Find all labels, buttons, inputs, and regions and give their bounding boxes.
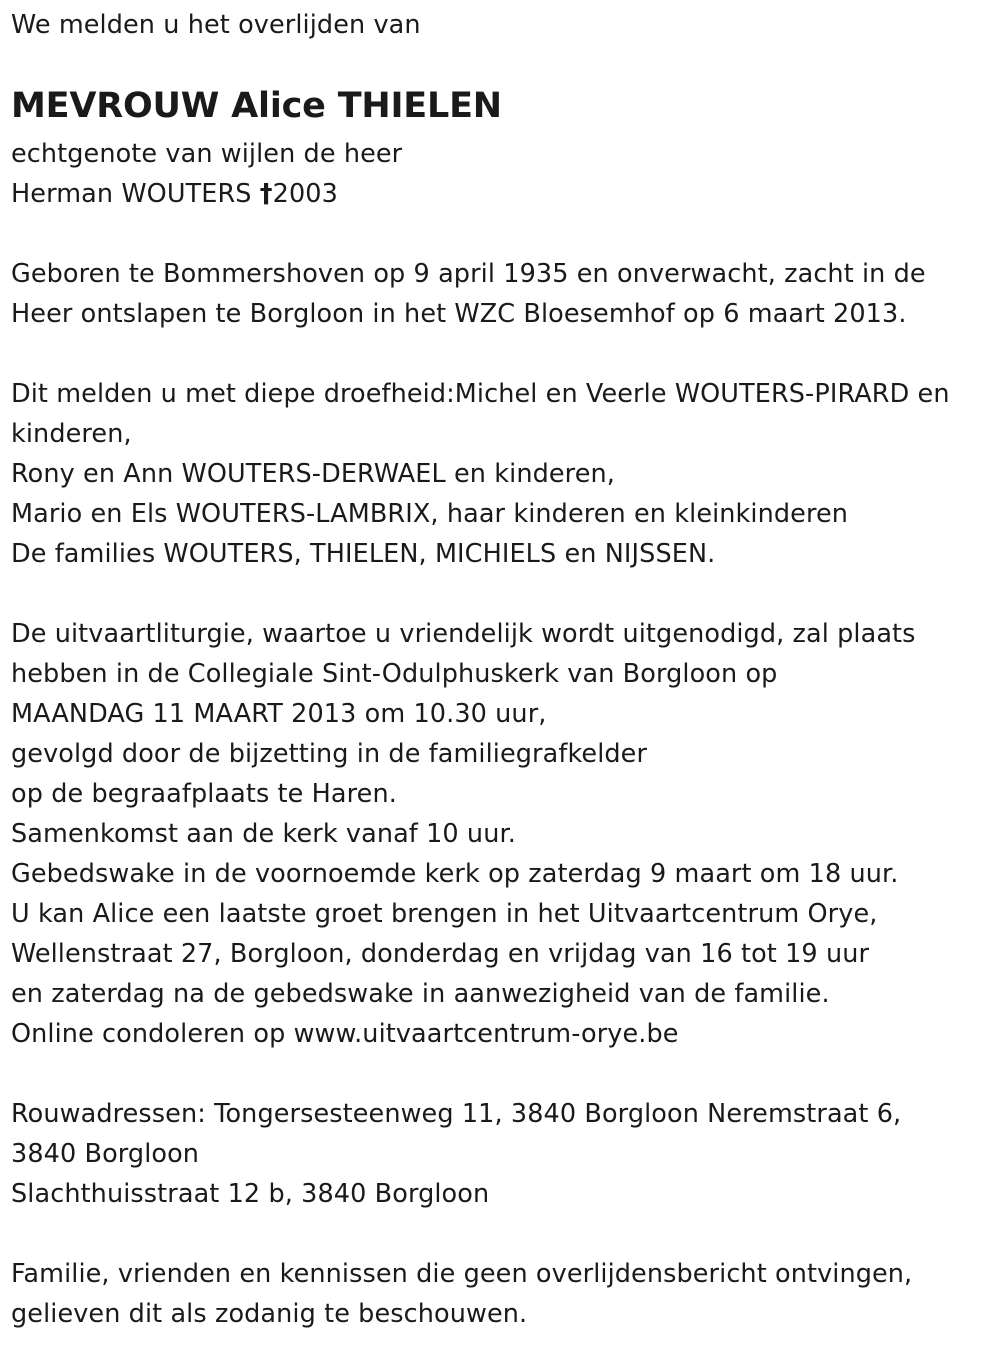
announcer-line: Mario en Els WOUTERS-LAMBRIX, haar kinderen en kleinkinderen xyxy=(11,499,849,529)
announcer-line: Rony en Ann WOUTERS-DERWAEL en kinderen, xyxy=(11,459,615,489)
spouse-death-year: 2003 xyxy=(272,179,338,209)
funeral-line: De uitvaartliturgie, waartoe u vriendelijk wordt uitgenodigd, zal plaats xyxy=(11,619,916,649)
birth-death-line: Heer ontslapen te Borgloon in het WZC Bloesemhof op 6 maart 2013. xyxy=(11,299,907,329)
funeral-line: MAANDAG 11 MAART 2013 om 10.30 uur, xyxy=(11,699,547,729)
announcer-line: kinderen, xyxy=(11,419,132,449)
funeral-line: U kan Alice een laatste groet brengen in het Uitvaartcentrum Orye, xyxy=(11,899,878,929)
funeral-line: op de begraafplaats te Haren. xyxy=(11,779,397,809)
funeral-line: Wellenstraat 27, Borgloon, donderdag en vrijdag van 16 tot 19 uur xyxy=(11,939,870,969)
birth-death-line: Geboren te Bommershoven op 9 april 1935 en onverwacht, zacht in de xyxy=(11,259,926,289)
closing-line: Familie, vrienden en kennissen die geen overlijdensbericht ontvingen, xyxy=(11,1259,913,1289)
address-line: 3840 Borgloon xyxy=(11,1139,200,1169)
announcer-line: Dit melden u met diepe droefheid:Michel en Veerle WOUTERS-PIRARD en xyxy=(11,379,950,409)
spouse-line: echtgenote van wijlen de heer xyxy=(11,139,403,169)
deceased-name: MEVROUW Alice THIELEN xyxy=(11,86,502,126)
funeral-line: Gebedswake in de voornoemde kerk op zaterdag 9 maart om 18 uur. xyxy=(11,859,899,889)
address-line: Rouwadressen: Tongersesteenweg 11, 3840 Borgloon Neremstraat 6, xyxy=(11,1099,902,1129)
cross-icon: † xyxy=(259,179,273,209)
spouse-name: Herman WOUTERS xyxy=(11,179,260,209)
funeral-line: Samenkomst aan de kerk vanaf 10 uur. xyxy=(11,819,516,849)
funeral-line: Online condoleren op www.uitvaartcentrum-orye.be xyxy=(11,1019,679,1049)
closing-line: gelieven dit als zodanig te beschouwen. xyxy=(11,1299,528,1329)
address-line: Slachthuisstraat 12 b, 3840 Borgloon xyxy=(11,1179,490,1209)
funeral-line: gevolgd door de bijzetting in de familiegrafkelder xyxy=(11,739,648,769)
funeral-line: en zaterdag na de gebedswake in aanwezigheid van de familie. xyxy=(11,979,830,1009)
announcer-line: De families WOUTERS, THIELEN, MICHIELS en NIJSSEN. xyxy=(11,539,716,569)
funeral-line: hebben in de Collegiale Sint-Odulphuskerk van Borgloon op xyxy=(11,659,778,689)
intro-text: We melden u het overlijden van xyxy=(11,10,421,40)
spouse-name-line xyxy=(11,174,338,214)
